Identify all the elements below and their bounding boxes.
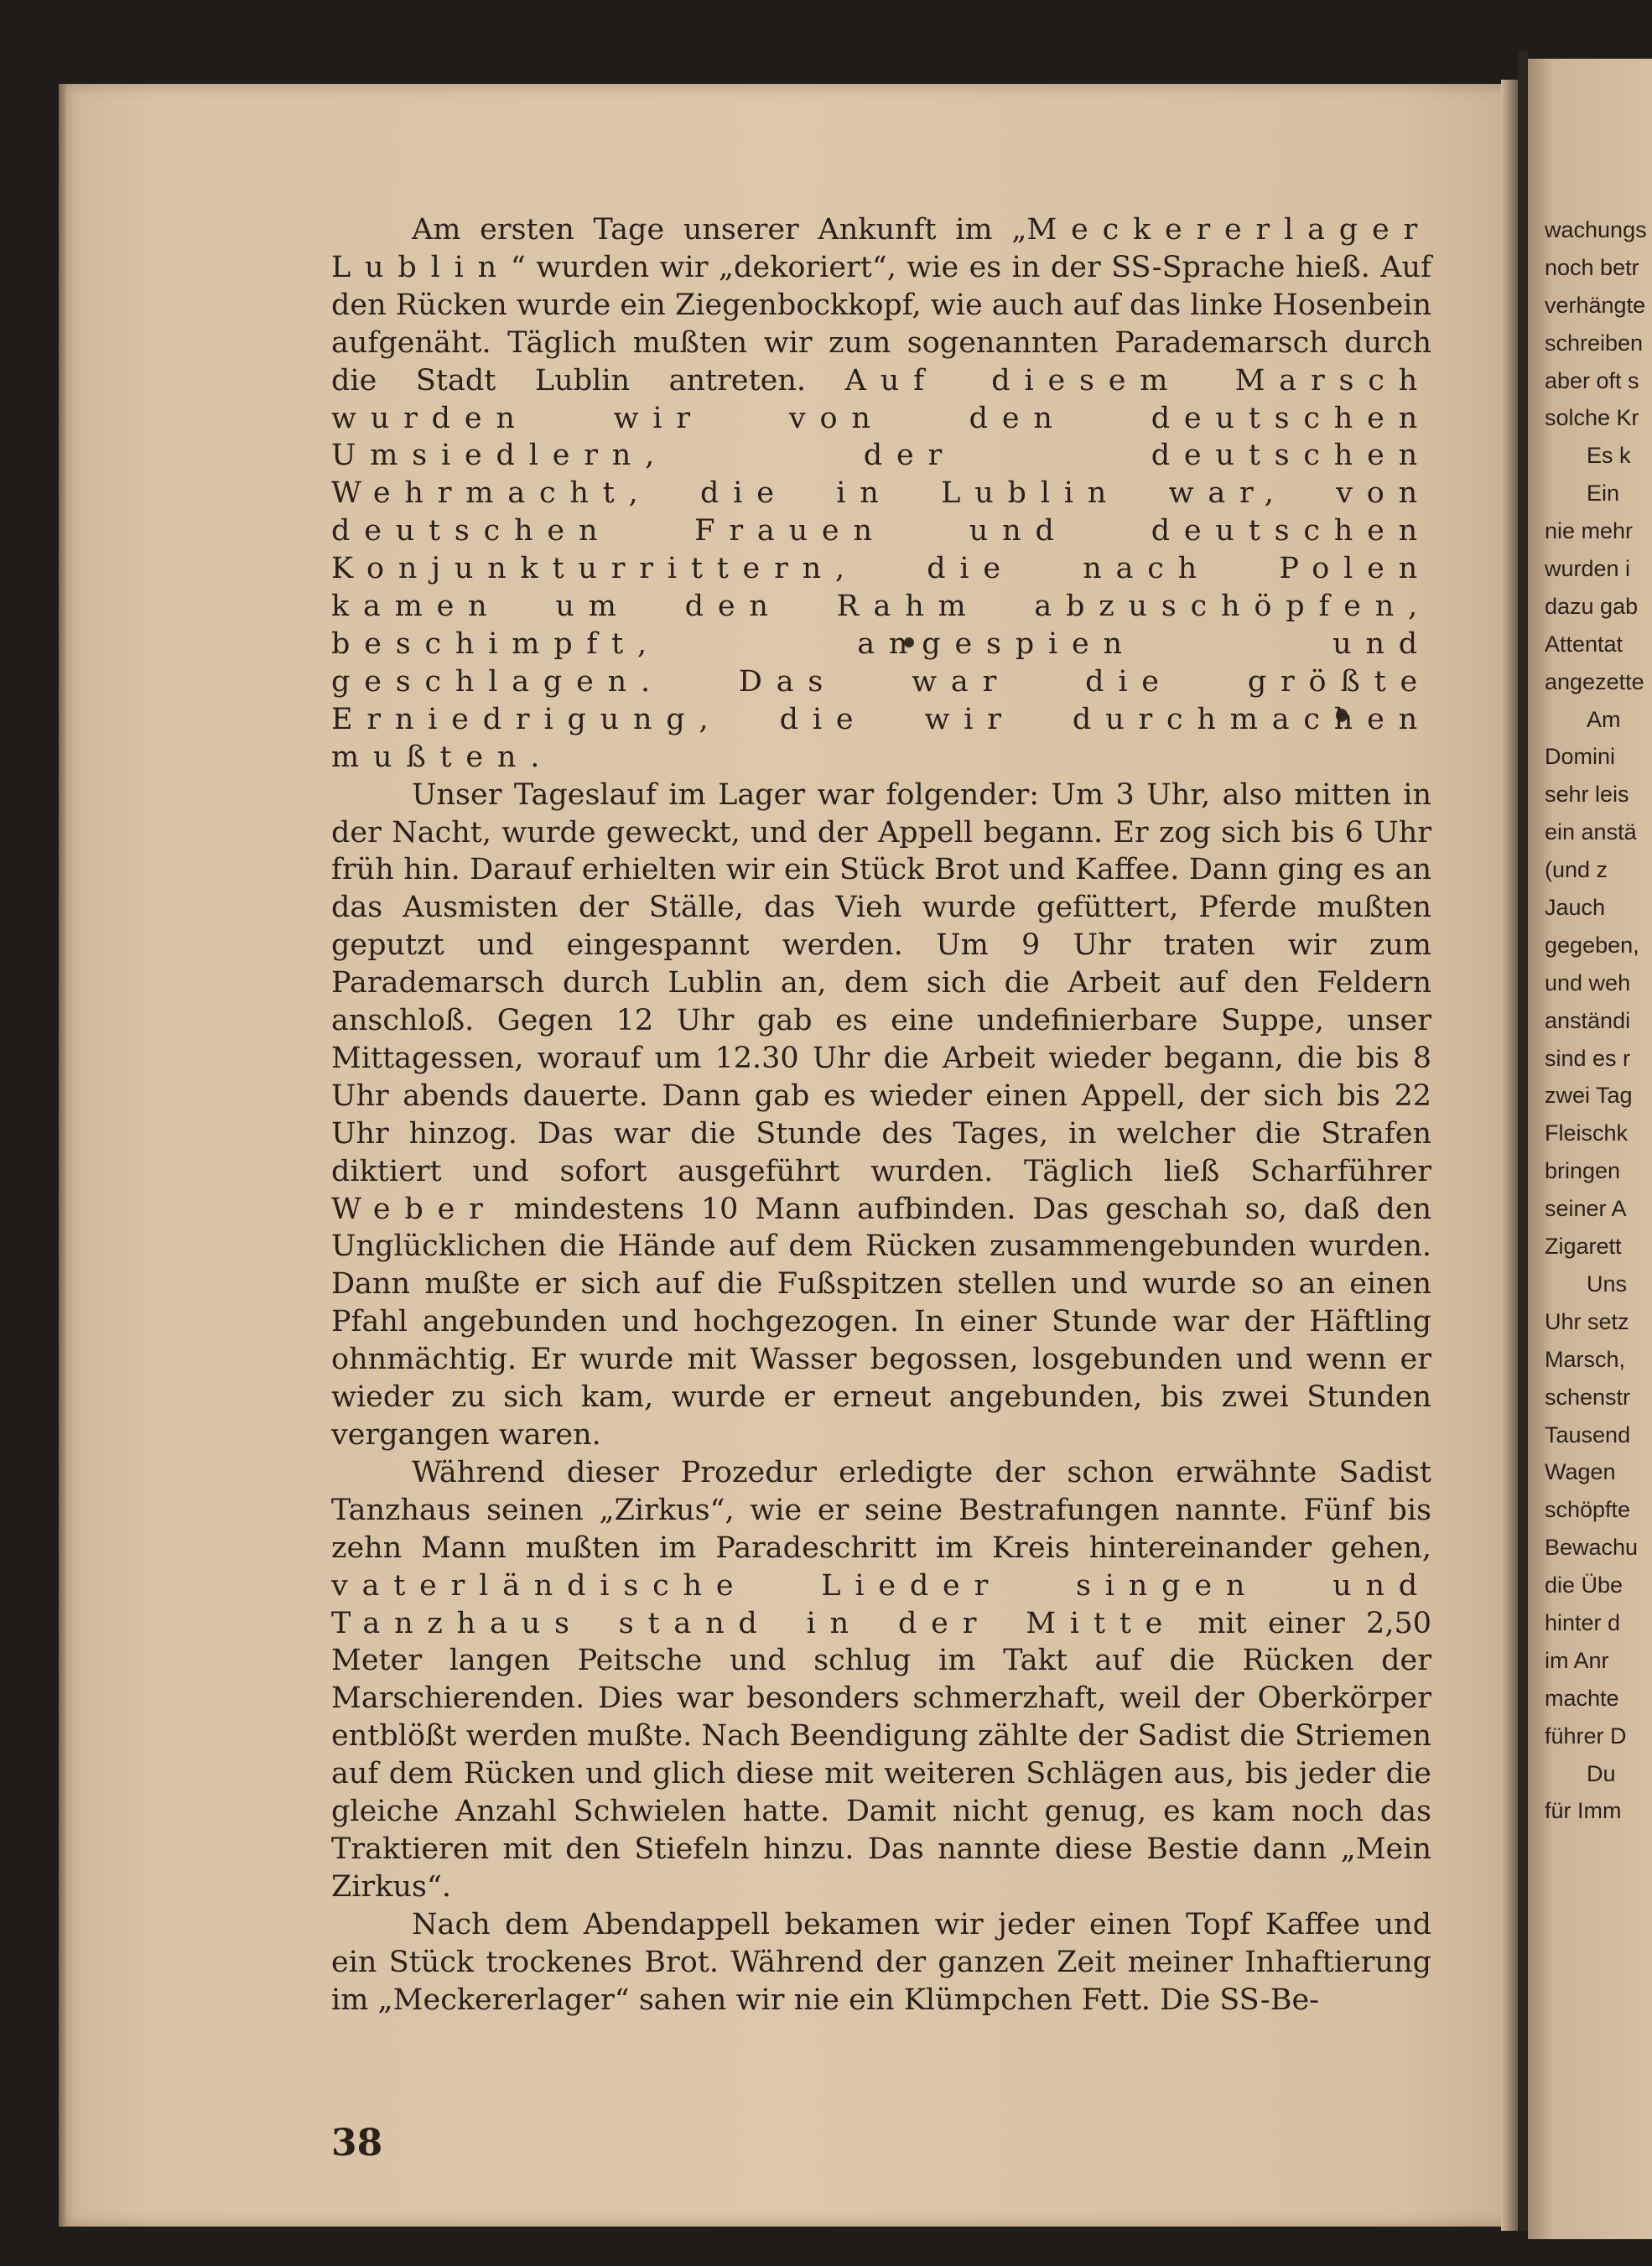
next-page-line: gegeben, xyxy=(1545,932,1639,958)
next-page-line: noch betr xyxy=(1545,254,1639,280)
next-page-line: solche Kr xyxy=(1545,405,1639,431)
next-page-line: schenstr xyxy=(1545,1384,1631,1410)
next-page-line: bringen xyxy=(1545,1158,1621,1184)
next-page-line: für Imm xyxy=(1545,1798,1622,1824)
spaced-emphasis: Meckererlager Lublin xyxy=(331,213,1431,284)
next-page-line: die Übe xyxy=(1545,1572,1623,1598)
next-page-line: Wagen xyxy=(1545,1459,1616,1485)
next-page-line: hinter d xyxy=(1545,1609,1621,1635)
paragraph xyxy=(331,1906,1431,2019)
next-page-line: sehr leis xyxy=(1545,782,1629,808)
next-page-line: schöpfte xyxy=(1545,1497,1631,1523)
spaced-emphasis: vaterländische Lieder singen und Tanzhaus stand in der Mitte xyxy=(331,1568,1431,1640)
next-page-line: sind es r xyxy=(1545,1045,1631,1071)
next-page-line: Zigarett xyxy=(1545,1234,1622,1260)
next-page-line: wurden i xyxy=(1545,556,1631,582)
next-page-line: (und z xyxy=(1545,857,1608,883)
text-run: Am ersten Tage unserer Ankunft im „ xyxy=(412,213,1027,247)
next-page-line: Jauch xyxy=(1545,895,1606,921)
page-number: 38 xyxy=(331,2122,383,2165)
next-page-line: Uns xyxy=(1587,1271,1628,1297)
paragraph xyxy=(331,211,1431,777)
page-body-text xyxy=(331,211,1431,2019)
next-page-line: Marsch, xyxy=(1545,1346,1626,1372)
next-page-line: ein anstä xyxy=(1545,819,1637,845)
next-page-line: verhängte xyxy=(1545,292,1646,318)
next-page-line: dazu gab xyxy=(1545,593,1639,619)
next-page-line: Ein xyxy=(1587,481,1620,507)
next-page-line: seiner A xyxy=(1545,1196,1627,1222)
next-page-line: aber oft s xyxy=(1545,367,1639,393)
next-page-line: und weh xyxy=(1545,969,1631,995)
text-run: mit einer 2,50 Meter langen Peitsche und schlug im Takt auf die Rücken der Marschierenden. Dies war besonders schmerzhaft, weil der Oberkörper entblößt werden mußte. Nach Beendigung zählte der Sadist die Striemen auf dem Rücken und glich diese mit weiteren Schlägen aus, bis jeder die gleiche Anzahl Schwielen hatte. Damit nicht genug, es kam noch das Traktieren mit den Stiefeln hinzu. Das nannte diese Bestie dann „Mein Zirkus“. xyxy=(331,1606,1431,1904)
spaced-emphasis: Weber xyxy=(331,1192,497,1226)
paragraph xyxy=(331,1454,1431,1906)
next-page-line: Uhr setz xyxy=(1545,1308,1629,1334)
next-page-line: zwei Tag xyxy=(1545,1083,1633,1109)
next-page-line: wachungs xyxy=(1545,217,1647,242)
next-page-line: Es k xyxy=(1587,443,1631,469)
next-page-line: im Anr xyxy=(1545,1647,1609,1673)
text-run: Nach dem Abendappell bekamen wir jeder einen Topf Kaffee und ein Stück trockenes Brot. Während der ganzen Zeit meiner Inhaftierung im „Meckererlager“ sahen wir nie ein Klümpchen Fett. Die SS-Be- xyxy=(331,1907,1431,2017)
next-page-line: Domini xyxy=(1545,744,1616,770)
text-run: Während dieser Prozedur erledigte der schon erwähnte Sadist Tanzhaus seinen „Zirkus“, wie er seine Bestrafungen nannte. Fünf bis zehn Mann mußten im Paradeschritt im Kreis hintereinander gehen, xyxy=(331,1455,1431,1565)
next-page-line: Du xyxy=(1587,1760,1616,1786)
next-page-line: anständi xyxy=(1545,1007,1631,1033)
next-page-text xyxy=(1545,211,1652,1830)
next-page-line: Bewachu xyxy=(1545,1535,1639,1561)
next-page-line: machte xyxy=(1545,1685,1619,1711)
paragraph xyxy=(331,777,1431,1454)
next-page-line: nie mehr xyxy=(1545,518,1634,544)
book-gutter xyxy=(1518,50,1528,2231)
text-run: mindestens 10 Mann aufbinden. Das geschah so, daß den Unglücklichen die Hände auf dem Rücken zusammengebunden wurden. Dann mußte er sich auf die Fußspitzen stellen und wurde so an einen Pfahl angebunden und hochgezogen. In einer Stunde war der Häftling ohnmächtig. Er wurde mit Wasser begossen, losgebunden und wenn er wieder zu sich kam, wurde er erneut angebunden, bis zwei Stunden vergangen waren. xyxy=(331,1192,1431,1452)
spaced-emphasis: Auf diesem Marsch wurden wir von den deutschen Umsiedlern, der deutschen Wehrmacht, die in Lublin war, von deutschen Frauen und deutschen Konjunkturrittern, die nach Polen kamen um den Rahm abzuschöpfen, beschimpft, angespien und geschlagen. Das war die größte Erniedrigung, die wir durchmachen mußten. xyxy=(331,363,1432,774)
next-page-line: führer D xyxy=(1545,1723,1627,1749)
next-page-line: Tausend xyxy=(1545,1421,1631,1447)
text-run: Unser Tageslauf im Lager war folgender: Um 3 Uhr, also mitten in der Nacht, wurde geweckt, und der Appell begann. Er zog sich bis 6 Uhr früh hin. Darauf erhielten wir ein Stück Brot und Kaffee. Dann ging es an das Ausmisten der Ställe, das Vieh wurde gefüttert, Pferde mußten geputzt und eingespannt werden. Um 9 Uhr traten wir zum Parademarsch durch Lublin an, dem sich die Arbeit auf den Feldern anschloß. Gegen 12 Uhr gab es eine undefinierbare Suppe, unser Mittagessen, worauf um 12.30 Uhr die Arbeit wieder begann, die bis 8 Uhr abends dauerte. Dann gab es wieder einen Appell, der sich bis 22 Uhr hinzog. Das war die Stunde des Tages, in welcher die Strafen diktiert und sofort ausgeführt wurden. Täglich ließ Scharführer xyxy=(331,777,1431,1188)
next-page-line: Attentat xyxy=(1545,631,1623,657)
next-page-line: Am xyxy=(1587,706,1621,732)
page-edge-right xyxy=(1501,80,1518,2231)
text-run: “ wurden wir „dekoriert“, wie es in der SS-Sprache hieß. Auf den Rücken wurde ein Ziegenbockkopf, wie auch auf das linke Hosenbein aufgenäht. Täglich mußten wir zum sogenannten Parademarsch durch die Stadt Lublin antreten. xyxy=(331,250,1431,398)
next-page-line: Fleischk xyxy=(1545,1120,1629,1146)
next-page-line: angezette xyxy=(1545,668,1644,694)
next-page-line: schreiben xyxy=(1545,330,1644,356)
